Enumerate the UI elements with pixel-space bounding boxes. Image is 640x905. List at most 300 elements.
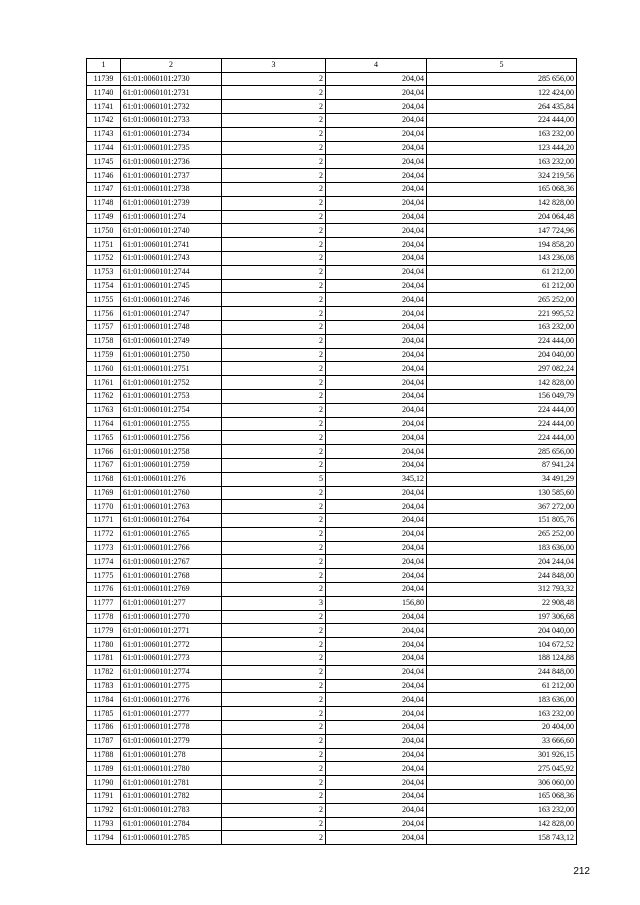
row-number-cell: 11762 bbox=[87, 389, 121, 403]
column-header-5: 5 bbox=[427, 59, 577, 73]
row-number-cell: 11758 bbox=[87, 334, 121, 348]
row-number-cell: 11777 bbox=[87, 596, 121, 610]
area-cell: 204,04 bbox=[326, 238, 427, 252]
table-row bbox=[87, 445, 577, 459]
count-cell: 2 bbox=[222, 803, 326, 817]
value-cell: 33 666,60 bbox=[427, 734, 577, 748]
value-cell: 367 272,00 bbox=[427, 500, 577, 514]
table-row bbox=[87, 790, 577, 804]
area-cell: 204,04 bbox=[326, 362, 427, 376]
row-number-cell: 11769 bbox=[87, 486, 121, 500]
count-cell: 2 bbox=[222, 210, 326, 224]
cadastral-number-cell: 61:01:0060101:2748 bbox=[121, 320, 222, 334]
area-cell: 204,04 bbox=[326, 762, 427, 776]
count-cell: 2 bbox=[222, 569, 326, 583]
cadastral-number-cell: 61:01:0060101:2774 bbox=[121, 665, 222, 679]
cadastral-number-cell: 61:01:0060101:2754 bbox=[121, 403, 222, 417]
table-row bbox=[87, 251, 577, 265]
value-cell: 265 252,00 bbox=[427, 527, 577, 541]
cadastral-number-cell: 61:01:0060101:276 bbox=[121, 472, 222, 486]
count-cell: 2 bbox=[222, 776, 326, 790]
value-cell: 204 244,04 bbox=[427, 555, 577, 569]
value-cell: 183 636,00 bbox=[427, 693, 577, 707]
value-cell: 197 306,68 bbox=[427, 610, 577, 624]
cadastral-number-cell: 61:01:0060101:2781 bbox=[121, 776, 222, 790]
count-cell: 2 bbox=[222, 376, 326, 390]
row-number-cell: 11759 bbox=[87, 348, 121, 362]
table-row bbox=[87, 776, 577, 790]
cadastral-number-cell: 61:01:0060101:2758 bbox=[121, 445, 222, 459]
cadastral-number-cell: 61:01:0060101:2750 bbox=[121, 348, 222, 362]
value-cell: 163 232,00 bbox=[427, 803, 577, 817]
table-row bbox=[87, 86, 577, 100]
area-cell: 204,04 bbox=[326, 334, 427, 348]
column-header-3: 3 bbox=[222, 59, 326, 73]
count-cell: 2 bbox=[222, 265, 326, 279]
count-cell: 2 bbox=[222, 665, 326, 679]
row-number-cell: 11739 bbox=[87, 72, 121, 86]
table-row bbox=[87, 127, 577, 141]
count-cell: 2 bbox=[222, 224, 326, 238]
table-row bbox=[87, 224, 577, 238]
area-cell: 204,04 bbox=[326, 583, 427, 597]
row-number-cell: 11757 bbox=[87, 320, 121, 334]
value-cell: 61 212,00 bbox=[427, 679, 577, 693]
count-cell: 2 bbox=[222, 527, 326, 541]
table-row bbox=[87, 693, 577, 707]
area-cell: 204,04 bbox=[326, 500, 427, 514]
column-header-1: 1 bbox=[87, 59, 121, 73]
table-row bbox=[87, 334, 577, 348]
table-row bbox=[87, 141, 577, 155]
count-cell: 2 bbox=[222, 307, 326, 321]
value-cell: 224 444,00 bbox=[427, 431, 577, 445]
area-cell: 204,04 bbox=[326, 251, 427, 265]
value-cell: 324 219,56 bbox=[427, 169, 577, 183]
value-cell: 265 252,00 bbox=[427, 293, 577, 307]
cadastral-number-cell: 61:01:0060101:2785 bbox=[121, 831, 222, 845]
value-cell: 224 444,00 bbox=[427, 334, 577, 348]
table-row bbox=[87, 348, 577, 362]
count-cell: 2 bbox=[222, 541, 326, 555]
count-cell: 2 bbox=[222, 500, 326, 514]
cadastral-number-cell: 61:01:0060101:2735 bbox=[121, 141, 222, 155]
value-cell: 204 040,00 bbox=[427, 348, 577, 362]
row-number-cell: 11741 bbox=[87, 100, 121, 114]
area-cell: 204,04 bbox=[326, 527, 427, 541]
value-cell: 285 656,00 bbox=[427, 72, 577, 86]
cadastral-number-cell: 61:01:0060101:2739 bbox=[121, 196, 222, 210]
area-cell: 204,04 bbox=[326, 113, 427, 127]
count-cell: 2 bbox=[222, 555, 326, 569]
row-number-cell: 11744 bbox=[87, 141, 121, 155]
row-number-cell: 11750 bbox=[87, 224, 121, 238]
value-cell: 20 404,00 bbox=[427, 721, 577, 735]
area-cell: 204,04 bbox=[326, 417, 427, 431]
count-cell: 2 bbox=[222, 458, 326, 472]
count-cell: 2 bbox=[222, 155, 326, 169]
value-cell: 224 444,00 bbox=[427, 417, 577, 431]
count-cell: 2 bbox=[222, 86, 326, 100]
area-cell: 204,04 bbox=[326, 638, 427, 652]
count-cell: 2 bbox=[222, 251, 326, 265]
row-number-cell: 11748 bbox=[87, 196, 121, 210]
area-cell: 204,04 bbox=[326, 265, 427, 279]
value-cell: 142 828,00 bbox=[427, 196, 577, 210]
row-number-cell: 11754 bbox=[87, 279, 121, 293]
count-cell: 5 bbox=[222, 472, 326, 486]
table-row bbox=[87, 417, 577, 431]
table-row bbox=[87, 569, 577, 583]
value-cell: 204 064,48 bbox=[427, 210, 577, 224]
cadastral-number-cell: 61:01:0060101:2755 bbox=[121, 417, 222, 431]
cadastral-number-cell: 61:01:0060101:2766 bbox=[121, 541, 222, 555]
row-number-cell: 11749 bbox=[87, 210, 121, 224]
area-cell: 204,04 bbox=[326, 624, 427, 638]
row-number-cell: 11793 bbox=[87, 817, 121, 831]
value-cell: 123 444,20 bbox=[427, 141, 577, 155]
value-cell: 301 926,15 bbox=[427, 748, 577, 762]
row-number-cell: 11763 bbox=[87, 403, 121, 417]
area-cell: 204,04 bbox=[326, 403, 427, 417]
table-row bbox=[87, 679, 577, 693]
cadastral-number-cell: 61:01:0060101:2741 bbox=[121, 238, 222, 252]
cadastral-number-cell: 61:01:0060101:2749 bbox=[121, 334, 222, 348]
row-number-cell: 11756 bbox=[87, 307, 121, 321]
count-cell: 2 bbox=[222, 320, 326, 334]
cadastral-number-cell: 61:01:0060101:2733 bbox=[121, 113, 222, 127]
area-cell: 204,04 bbox=[326, 555, 427, 569]
area-cell: 204,04 bbox=[326, 169, 427, 183]
table-row bbox=[87, 320, 577, 334]
count-cell: 2 bbox=[222, 348, 326, 362]
count-cell: 2 bbox=[222, 417, 326, 431]
cadastral-number-cell: 61:01:0060101:2760 bbox=[121, 486, 222, 500]
count-cell: 2 bbox=[222, 790, 326, 804]
area-cell: 204,04 bbox=[326, 458, 427, 472]
value-cell: 163 232,00 bbox=[427, 707, 577, 721]
row-number-cell: 11785 bbox=[87, 707, 121, 721]
count-cell: 2 bbox=[222, 583, 326, 597]
value-cell: 188 124,88 bbox=[427, 652, 577, 666]
value-cell: 61 212,00 bbox=[427, 265, 577, 279]
value-cell: 163 232,00 bbox=[427, 320, 577, 334]
row-number-cell: 11789 bbox=[87, 762, 121, 776]
value-cell: 224 444,00 bbox=[427, 113, 577, 127]
count-cell: 2 bbox=[222, 100, 326, 114]
table-row bbox=[87, 652, 577, 666]
row-number-cell: 11782 bbox=[87, 665, 121, 679]
value-cell: 22 908,48 bbox=[427, 596, 577, 610]
value-cell: 130 585,60 bbox=[427, 486, 577, 500]
cadastral-number-cell: 61:01:0060101:2744 bbox=[121, 265, 222, 279]
area-cell: 204,04 bbox=[326, 817, 427, 831]
cadastral-number-cell: 61:01:0060101:2751 bbox=[121, 362, 222, 376]
row-number-cell: 11778 bbox=[87, 610, 121, 624]
value-cell: 297 082,24 bbox=[427, 362, 577, 376]
area-cell: 204,04 bbox=[326, 693, 427, 707]
cadastral-number-cell: 61:01:0060101:2756 bbox=[121, 431, 222, 445]
count-cell: 2 bbox=[222, 762, 326, 776]
area-cell: 204,04 bbox=[326, 196, 427, 210]
row-number-cell: 11786 bbox=[87, 721, 121, 735]
cadastral-number-cell: 61:01:0060101:2738 bbox=[121, 182, 222, 196]
value-cell: 204 040,00 bbox=[427, 624, 577, 638]
row-number-cell: 11753 bbox=[87, 265, 121, 279]
count-cell: 2 bbox=[222, 652, 326, 666]
area-cell: 204,04 bbox=[326, 679, 427, 693]
count-cell: 2 bbox=[222, 293, 326, 307]
cadastral-number-cell: 61:01:0060101:2783 bbox=[121, 803, 222, 817]
value-cell: 104 672,52 bbox=[427, 638, 577, 652]
table-row bbox=[87, 596, 577, 610]
area-cell: 345,12 bbox=[326, 472, 427, 486]
count-cell: 2 bbox=[222, 362, 326, 376]
row-number-cell: 11767 bbox=[87, 458, 121, 472]
area-cell: 204,04 bbox=[326, 348, 427, 362]
table-row bbox=[87, 610, 577, 624]
value-cell: 163 232,00 bbox=[427, 127, 577, 141]
table-row bbox=[87, 403, 577, 417]
row-number-cell: 11773 bbox=[87, 541, 121, 555]
row-number-cell: 11755 bbox=[87, 293, 121, 307]
cadastral-number-cell: 61:01:0060101:274 bbox=[121, 210, 222, 224]
cadastral-number-cell: 61:01:0060101:2747 bbox=[121, 307, 222, 321]
value-cell: 87 941,24 bbox=[427, 458, 577, 472]
row-number-cell: 11780 bbox=[87, 638, 121, 652]
table-row bbox=[87, 72, 577, 86]
row-number-cell: 11792 bbox=[87, 803, 121, 817]
table-row bbox=[87, 486, 577, 500]
count-cell: 2 bbox=[222, 113, 326, 127]
table-row bbox=[87, 155, 577, 169]
count-cell: 2 bbox=[222, 182, 326, 196]
cadastral-number-cell: 61:01:0060101:2765 bbox=[121, 527, 222, 541]
cadastral-number-cell: 61:01:0060101:2779 bbox=[121, 734, 222, 748]
cadastral-number-cell: 61:01:0060101:2777 bbox=[121, 707, 222, 721]
table-row bbox=[87, 472, 577, 486]
cadastral-number-cell: 61:01:0060101:2732 bbox=[121, 100, 222, 114]
area-cell: 204,04 bbox=[326, 376, 427, 390]
row-number-cell: 11768 bbox=[87, 472, 121, 486]
count-cell: 2 bbox=[222, 279, 326, 293]
area-cell: 204,04 bbox=[326, 445, 427, 459]
row-number-cell: 11760 bbox=[87, 362, 121, 376]
row-number-cell: 11752 bbox=[87, 251, 121, 265]
area-cell: 204,04 bbox=[326, 431, 427, 445]
table-row bbox=[87, 238, 577, 252]
area-cell: 204,04 bbox=[326, 141, 427, 155]
value-cell: 163 232,00 bbox=[427, 155, 577, 169]
area-cell: 204,04 bbox=[326, 790, 427, 804]
value-cell: 285 656,00 bbox=[427, 445, 577, 459]
count-cell: 2 bbox=[222, 831, 326, 845]
table-row bbox=[87, 803, 577, 817]
table-row bbox=[87, 555, 577, 569]
cadastral-number-cell: 61:01:0060101:2768 bbox=[121, 569, 222, 583]
row-number-cell: 11761 bbox=[87, 376, 121, 390]
row-number-cell: 11783 bbox=[87, 679, 121, 693]
area-cell: 204,04 bbox=[326, 486, 427, 500]
value-cell: 244 848,00 bbox=[427, 569, 577, 583]
table-row bbox=[87, 721, 577, 735]
cadastral-number-cell: 61:01:0060101:2746 bbox=[121, 293, 222, 307]
table-row bbox=[87, 527, 577, 541]
value-cell: 183 636,00 bbox=[427, 541, 577, 555]
row-number-cell: 11740 bbox=[87, 86, 121, 100]
area-cell: 204,04 bbox=[326, 293, 427, 307]
cadastral-number-cell: 61:01:0060101:2784 bbox=[121, 817, 222, 831]
count-cell: 2 bbox=[222, 486, 326, 500]
value-cell: 34 491,29 bbox=[427, 472, 577, 486]
count-cell: 2 bbox=[222, 638, 326, 652]
count-cell: 3 bbox=[222, 596, 326, 610]
table-row bbox=[87, 748, 577, 762]
cadastral-number-cell: 61:01:0060101:2736 bbox=[121, 155, 222, 169]
table-row bbox=[87, 169, 577, 183]
count-cell: 2 bbox=[222, 141, 326, 155]
count-cell: 2 bbox=[222, 445, 326, 459]
table-row bbox=[87, 734, 577, 748]
cadastral-number-cell: 61:01:0060101:277 bbox=[121, 596, 222, 610]
count-cell: 2 bbox=[222, 431, 326, 445]
row-number-cell: 11788 bbox=[87, 748, 121, 762]
value-cell: 244 848,00 bbox=[427, 665, 577, 679]
row-number-cell: 11771 bbox=[87, 514, 121, 528]
row-number-cell: 11779 bbox=[87, 624, 121, 638]
row-number-cell: 11764 bbox=[87, 417, 121, 431]
table-row bbox=[87, 210, 577, 224]
table-row bbox=[87, 376, 577, 390]
table-row bbox=[87, 762, 577, 776]
cadastral-number-cell: 61:01:0060101:2743 bbox=[121, 251, 222, 265]
row-number-cell: 11746 bbox=[87, 169, 121, 183]
row-number-cell: 11775 bbox=[87, 569, 121, 583]
count-cell: 2 bbox=[222, 817, 326, 831]
value-cell: 158 743,12 bbox=[427, 831, 577, 845]
area-cell: 204,04 bbox=[326, 665, 427, 679]
table-row bbox=[87, 500, 577, 514]
cadastral-number-cell: 61:01:0060101:2778 bbox=[121, 721, 222, 735]
count-cell: 2 bbox=[222, 693, 326, 707]
table-row bbox=[87, 583, 577, 597]
table-row bbox=[87, 638, 577, 652]
cadastral-number-cell: 61:01:0060101:2753 bbox=[121, 389, 222, 403]
table-row bbox=[87, 279, 577, 293]
row-number-cell: 11774 bbox=[87, 555, 121, 569]
count-cell: 2 bbox=[222, 514, 326, 528]
table-row bbox=[87, 293, 577, 307]
cadastral-number-cell: 61:01:0060101:2772 bbox=[121, 638, 222, 652]
cadastral-number-cell: 61:01:0060101:2740 bbox=[121, 224, 222, 238]
value-cell: 224 444,00 bbox=[427, 403, 577, 417]
row-number-cell: 11747 bbox=[87, 182, 121, 196]
cadastral-number-cell: 61:01:0060101:2737 bbox=[121, 169, 222, 183]
table-row bbox=[87, 431, 577, 445]
table-row bbox=[87, 113, 577, 127]
table-row bbox=[87, 265, 577, 279]
value-cell: 165 068,36 bbox=[427, 182, 577, 196]
area-cell: 204,04 bbox=[326, 734, 427, 748]
area-cell: 204,04 bbox=[326, 279, 427, 293]
cadastral-number-cell: 61:01:0060101:2764 bbox=[121, 514, 222, 528]
row-number-cell: 11743 bbox=[87, 127, 121, 141]
cadastral-number-cell: 61:01:0060101:2745 bbox=[121, 279, 222, 293]
value-cell: 143 236,08 bbox=[427, 251, 577, 265]
value-cell: 275 045,92 bbox=[427, 762, 577, 776]
count-cell: 2 bbox=[222, 169, 326, 183]
value-cell: 142 828,00 bbox=[427, 817, 577, 831]
value-cell: 142 828,00 bbox=[427, 376, 577, 390]
row-number-cell: 11772 bbox=[87, 527, 121, 541]
cadastral-number-cell: 61:01:0060101:278 bbox=[121, 748, 222, 762]
row-number-cell: 11784 bbox=[87, 693, 121, 707]
area-cell: 204,04 bbox=[326, 389, 427, 403]
table-row bbox=[87, 514, 577, 528]
area-cell: 204,04 bbox=[326, 127, 427, 141]
row-number-cell: 11766 bbox=[87, 445, 121, 459]
area-cell: 156,80 bbox=[326, 596, 427, 610]
count-cell: 2 bbox=[222, 72, 326, 86]
area-cell: 204,04 bbox=[326, 72, 427, 86]
table-row bbox=[87, 389, 577, 403]
table-body bbox=[87, 72, 577, 845]
area-cell: 204,04 bbox=[326, 652, 427, 666]
value-cell: 264 435,84 bbox=[427, 100, 577, 114]
count-cell: 2 bbox=[222, 679, 326, 693]
area-cell: 204,04 bbox=[326, 182, 427, 196]
row-number-cell: 11745 bbox=[87, 155, 121, 169]
cadastral-number-cell: 61:01:0060101:2763 bbox=[121, 500, 222, 514]
table-row bbox=[87, 100, 577, 114]
column-header-2: 2 bbox=[121, 59, 222, 73]
count-cell: 2 bbox=[222, 334, 326, 348]
row-number-cell: 11787 bbox=[87, 734, 121, 748]
table-row bbox=[87, 182, 577, 196]
table-row bbox=[87, 707, 577, 721]
value-cell: 165 068,36 bbox=[427, 790, 577, 804]
area-cell: 204,04 bbox=[326, 721, 427, 735]
cadastral-number-cell: 61:01:0060101:2731 bbox=[121, 86, 222, 100]
row-number-cell: 11781 bbox=[87, 652, 121, 666]
row-number-cell: 11751 bbox=[87, 238, 121, 252]
cadastral-number-cell: 61:01:0060101:2769 bbox=[121, 583, 222, 597]
value-cell: 147 724,96 bbox=[427, 224, 577, 238]
value-cell: 312 793,32 bbox=[427, 583, 577, 597]
area-cell: 204,04 bbox=[326, 707, 427, 721]
area-cell: 204,04 bbox=[326, 210, 427, 224]
area-cell: 204,04 bbox=[326, 569, 427, 583]
cadastral-number-cell: 61:01:0060101:2771 bbox=[121, 624, 222, 638]
cadastral-number-cell: 61:01:0060101:2773 bbox=[121, 652, 222, 666]
table-row bbox=[87, 196, 577, 210]
row-number-cell: 11770 bbox=[87, 500, 121, 514]
cadastral-number-cell: 61:01:0060101:2780 bbox=[121, 762, 222, 776]
cadastral-number-cell: 61:01:0060101:2767 bbox=[121, 555, 222, 569]
table-row bbox=[87, 624, 577, 638]
table-row bbox=[87, 665, 577, 679]
area-cell: 204,04 bbox=[326, 541, 427, 555]
row-number-cell: 11790 bbox=[87, 776, 121, 790]
value-cell: 61 212,00 bbox=[427, 279, 577, 293]
value-cell: 194 858,20 bbox=[427, 238, 577, 252]
row-number-cell: 11765 bbox=[87, 431, 121, 445]
count-cell: 2 bbox=[222, 721, 326, 735]
value-cell: 122 424,00 bbox=[427, 86, 577, 100]
area-cell: 204,04 bbox=[326, 100, 427, 114]
area-cell: 204,04 bbox=[326, 320, 427, 334]
area-cell: 204,04 bbox=[326, 803, 427, 817]
